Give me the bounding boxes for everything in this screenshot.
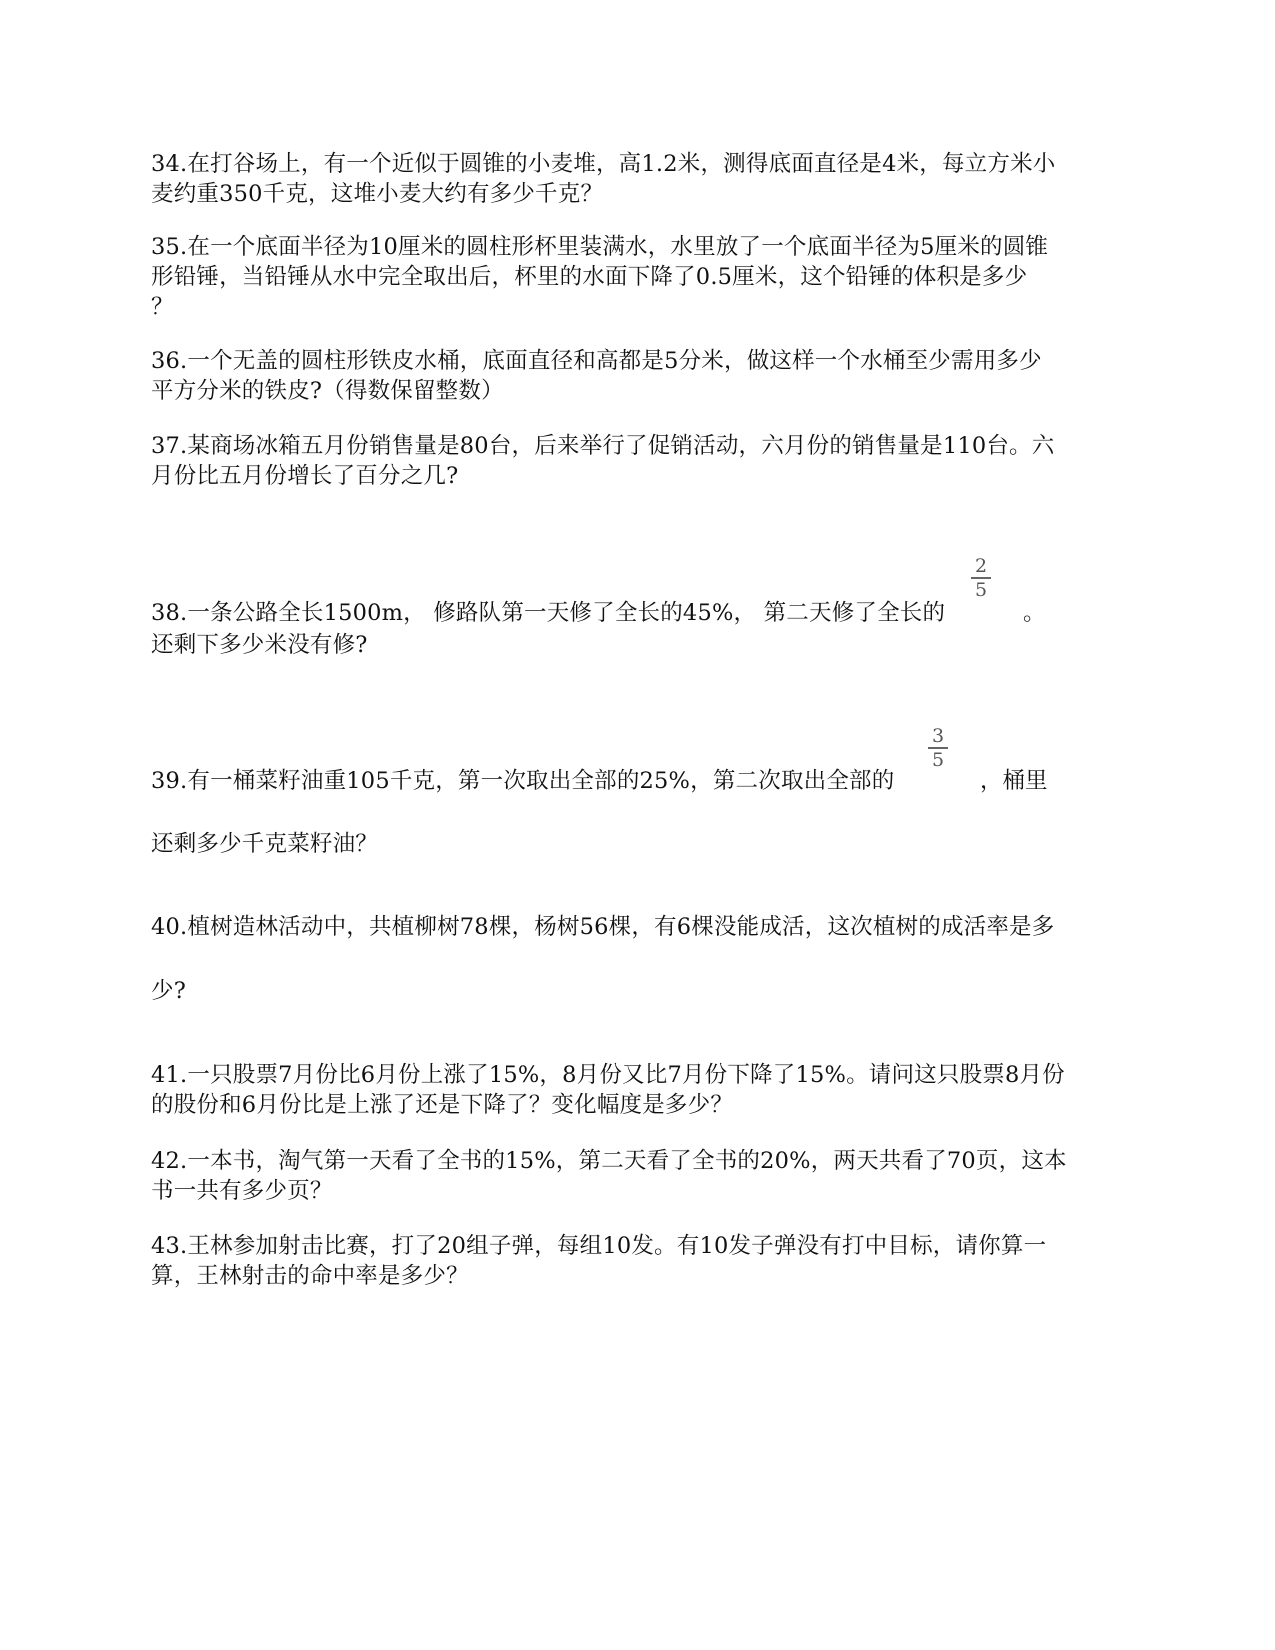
problem-43-line-2: 算，王林射击的命中率是多少？ bbox=[151, 1263, 469, 1289]
problem-37-line-2: 月份比五月份增长了百分之几? bbox=[151, 463, 459, 489]
problem-35-line-3: ？ bbox=[151, 294, 174, 320]
problem-39-tail: ，桶里 bbox=[980, 768, 1048, 794]
problem-37-line-1: 37.某商场冰箱五月份销售量是80台，后来举行了促销活动，六月份的销售量是110台。六 bbox=[151, 433, 1055, 459]
problem-40-line-1: 40.植树造林活动中，共植柳树78棵，杨树56棵，有6棵没能成活，这次植树的成活率是多 bbox=[151, 914, 1055, 940]
problem-38-line-2: 还剩下多少米没有修? bbox=[151, 632, 368, 658]
problem-35-line-2: 形铅锤，当铅锤从水中完全取出后，杯里的水面下降了0.5厘米，这个铅锤的体积是多少 bbox=[151, 264, 1028, 290]
problem-35-line-1: 35.在一个底面半径为10厘米的圆柱形杯里装满水，水里放了一个底面半径为5厘米的圆锥 bbox=[151, 234, 1049, 260]
problem-41-line-1: 41.一只股票7月份比6月份上涨了15%，8月份又比7月份下降了15%。请问这只股票8月份 bbox=[151, 1062, 1065, 1088]
fraction-denominator: 5 bbox=[974, 578, 988, 601]
problem-41-line-2: 的股份和6月份比是上涨了还是下降了？变化幅度是多少？ bbox=[151, 1092, 734, 1118]
problem-39-line-1: 39.有一桶菜籽油重105千克，第一次取出全部的25%，第二次取出全部的 bbox=[151, 768, 895, 794]
problem-38-tail: 。 bbox=[1023, 600, 1046, 626]
problem-42-line-2: 书一共有多少页？ bbox=[151, 1178, 333, 1204]
problem-38-fraction bbox=[971, 556, 991, 600]
problem-40-line-2: 少? bbox=[151, 978, 186, 1004]
problem-36-line-1: 36.一个无盖的圆柱形铁皮水桶，底面直径和高都是5分米，做这样一个水桶至少需用多少 bbox=[151, 348, 1042, 374]
fraction-numerator: 3 bbox=[931, 725, 945, 747]
problem-39-fraction bbox=[928, 726, 948, 770]
fraction-denominator: 5 bbox=[931, 748, 945, 771]
problem-36-line-2: 平方分米的铁皮?（得数保留整数） bbox=[151, 378, 504, 404]
problem-39-line-2: 还剩多少千克菜籽油？ bbox=[151, 831, 379, 857]
problem-43-line-1: 43.王林参加射击比赛，打了20组子弹，每组10发。有10发子弹没有打中目标，请你算一 bbox=[151, 1233, 1047, 1259]
problem-34-line-2: 麦约重350千克，这堆小麦大约有多少千克？ bbox=[151, 181, 604, 207]
fraction-numerator: 2 bbox=[974, 555, 988, 577]
problem-38-line-1: 38.一条公路全长1500m， 修路队第一天修了全长的45%， 第二天修了全长的 bbox=[151, 600, 946, 626]
problem-42-line-1: 42.一本书，淘气第一天看了全书的15%，第二天看了全书的20%，两天共看了70页，这本 bbox=[151, 1148, 1067, 1174]
problem-34-line-1: 34.在打谷场上，有一个近似于圆锥的小麦堆，高1.2米，测得底面直径是4米，每立方米小 bbox=[151, 151, 1056, 177]
